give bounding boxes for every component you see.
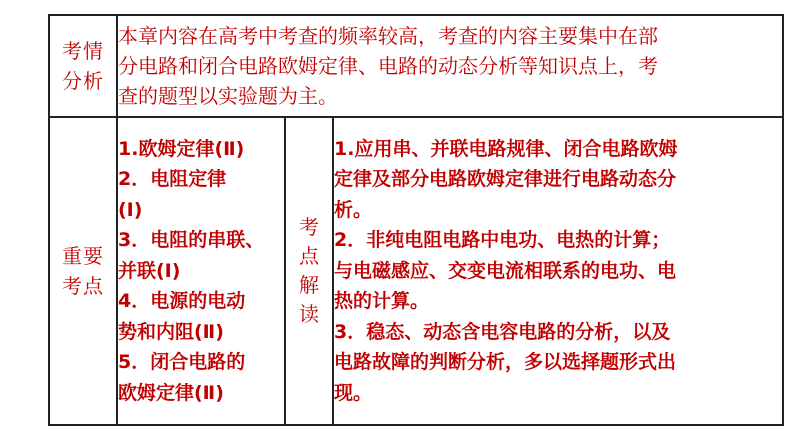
interpretation-label-char: 点 — [299, 244, 319, 268]
interpretation-line: 1.应用串、并联电路规律、闭合电路欧姆 — [334, 137, 678, 160]
key-point-line: 3．电阻的串联、 — [118, 229, 265, 252]
exam-analysis-table-wrap — [48, 14, 782, 426]
analysis-text-line: 分电路和闭合电路欧姆定律、电路的动态分析等知识点上，考 — [118, 54, 658, 78]
key-point-line: 5．闭合电路的 — [118, 351, 246, 374]
analysis-text-cell — [117, 15, 783, 117]
key-points-label-cell — [49, 117, 117, 425]
interpretation-text-cell — [333, 117, 783, 425]
exam-analysis-table — [48, 14, 784, 426]
interpretation-line: 与电磁感应、交变电流相联系的电功、电 — [334, 259, 677, 282]
interpretation-label-char: 考 — [299, 215, 319, 239]
interpretation-line: 热的计算。 — [334, 290, 430, 313]
key-point-line: 势和内阻(Ⅱ) — [118, 320, 224, 343]
interpretation-line: 电路故障的判断分析，多以选择题形式出 — [334, 351, 677, 374]
key-point-line: 并联(Ⅰ) — [118, 259, 181, 282]
key-point-line: 2．电阻定律 — [118, 168, 227, 191]
interpretation-line: 3．稳态、动态含电容电路的分析，以及 — [334, 320, 671, 343]
analysis-label-cell — [49, 15, 117, 117]
analysis-row — [49, 15, 783, 117]
key-points-row — [49, 117, 783, 425]
analysis-label-line2: 分析 — [62, 69, 104, 93]
interpretation-label-char: 解 — [299, 273, 319, 297]
key-point-line: 欧姆定律(Ⅱ) — [118, 381, 224, 404]
interpretation-line: 定律及部分电路欧姆定律进行电路动态分 — [334, 168, 677, 191]
interpretation-label-char: 读 — [299, 302, 319, 326]
key-point-line: (Ⅰ) — [118, 198, 143, 221]
analysis-label-line1: 考情 — [62, 39, 104, 63]
analysis-text-line: 查的题型以实验题为主。 — [118, 84, 338, 108]
key-point-line: 1.欧姆定律(Ⅱ) — [118, 137, 245, 160]
interpretation-line: 2．非纯电阻电路中电功、电热的计算； — [334, 229, 671, 252]
interpretation-line: 现。 — [334, 381, 373, 404]
key-points-label-line1: 重要 — [62, 244, 104, 268]
interpretation-line: 析。 — [334, 198, 373, 221]
key-points-label-line2: 考点 — [62, 274, 104, 298]
analysis-text-line: 本章内容在高考中考查的频率较高，考查的内容主要集中在部 — [118, 24, 658, 48]
key-point-line: 4．电源的电动 — [118, 290, 246, 313]
interpretation-label-cell — [285, 117, 333, 425]
key-points-list-cell — [117, 117, 285, 425]
